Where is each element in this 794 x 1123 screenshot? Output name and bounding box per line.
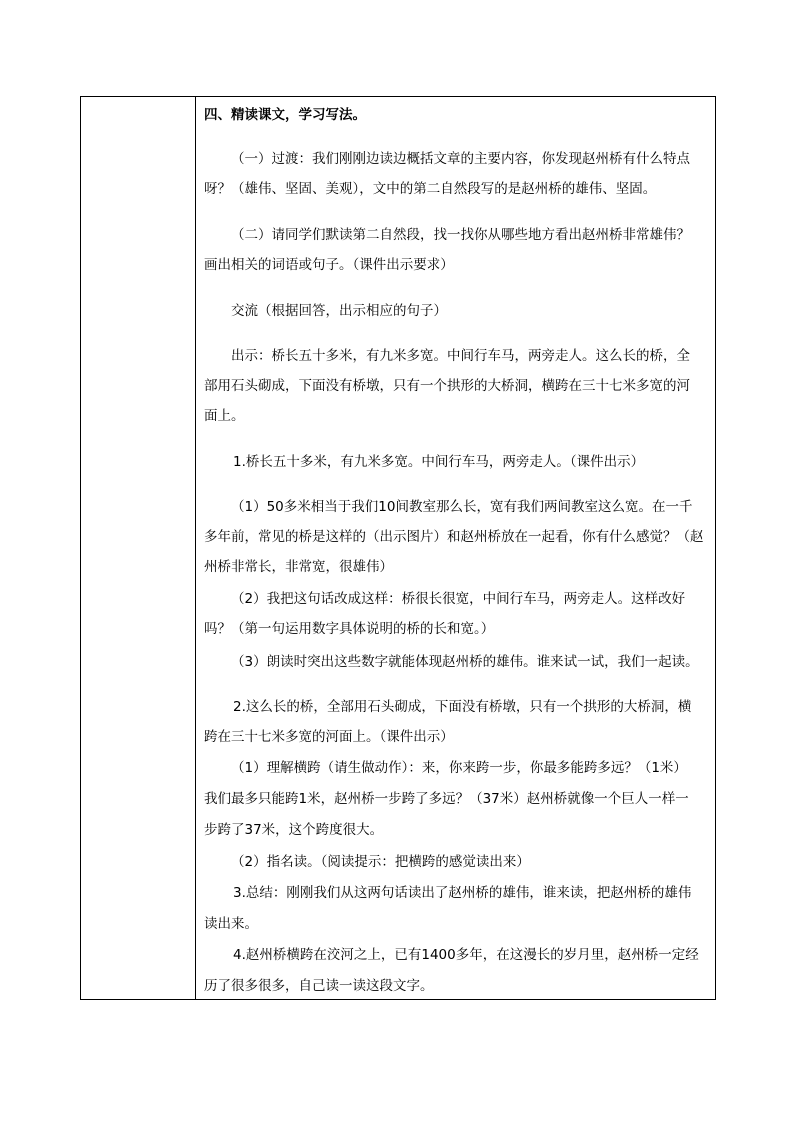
paragraph-line: （2）我把这句话改成这样：桥很长很宽，中间行车马，两旁走人。这样改好 (231, 591, 686, 607)
paragraph-line: 出示：桥长五十多米，有九米多宽。中间行车马，两旁走人。这么长的桥，全 (231, 348, 690, 364)
paragraph-line: 多年前，常见的桥是这样的（出示图片）和赵州桥放在一起看，你有什么感觉？（赵 (204, 529, 704, 545)
section-heading: 四、精读课文，学习写法。 (204, 107, 366, 123)
paragraph-line: 呀？（雄伟、坚固、美观），文中的第二自然段写的是赵州桥的雄伟、坚固。 (204, 181, 657, 197)
paragraph-line: 跨在三十七米多宽的河面上。（课件出示） (204, 729, 454, 745)
paragraph-line: （1）理解横跨（请生做动作）：来，你来跨一步，你最多能跨多远？（1米） (231, 760, 687, 776)
paragraph-line: 面上。 (204, 408, 245, 424)
paragraph-line: （一）过渡：我们刚刚边读边概括文章的主要内容，你发现赵州桥有什么特点 (231, 151, 690, 167)
table-content-cell (196, 97, 715, 999)
paragraph-line: 1.桥长五十多米，有九米多宽。中间行车马，两旁走人。（课件出示） (233, 454, 645, 470)
lesson-table (80, 96, 716, 1000)
paragraph-line: 部用石头砌成，下面没有桥墩，只有一个拱形的大桥洞，横跨在三十七米多宽的河 (204, 378, 690, 394)
paragraph-line: 4.赵州桥横跨在洨河之上，已有1400多年，在这漫长的岁月里，赵州桥一定经 (233, 947, 699, 963)
paragraph-line: 吗？（第一句运用数字具体说明的桥的长和宽。） (204, 621, 495, 637)
paragraph-line: 交流（根据回答，出示相应的句子） (231, 303, 447, 319)
paragraph-line: （1）50多米相当于我们10间教室那么长，宽有我们两间教室这么宽。在一千 (231, 499, 693, 515)
paragraph-line: 我们最多只能跨1米，赵州桥一步跨了多远？（37米）赵州桥就像一个巨人一样一 (204, 791, 689, 807)
paragraph-line: 读出来。 (204, 916, 258, 932)
paragraph-line: 3.总结：刚刚我们从这两句话读出了赵州桥的雄伟，谁来读，把赵州桥的雄伟 (233, 885, 692, 901)
paragraph-line: 步跨了37米，这个跨度很大。 (204, 822, 384, 838)
table-left-column (81, 97, 196, 999)
paragraph-line: （3）朗读时突出这些数字就能体现赵州桥的雄伟。谁来试一试，我们一起读。 (231, 654, 699, 670)
paragraph-line: （2）指名读。（阅读提示：把横跨的感觉读出来） (231, 854, 530, 870)
paragraph-line: 州桥非常长，非常宽，很雄伟） (204, 559, 393, 575)
paragraph-line: 2.这么长的桥，全部用石头砌成，下面没有桥墩，只有一个拱形的大桥洞，横 (233, 699, 692, 715)
paragraph-line: （二）请同学们默读第二自然段，找一找你从哪些地方看出赵州桥非常雄伟？ (231, 227, 690, 243)
paragraph-line: 画出相关的词语或句子。（课件出示要求） (204, 257, 454, 273)
paragraph-line: 历了很多很多，自己读一读这段文字。 (204, 978, 434, 994)
